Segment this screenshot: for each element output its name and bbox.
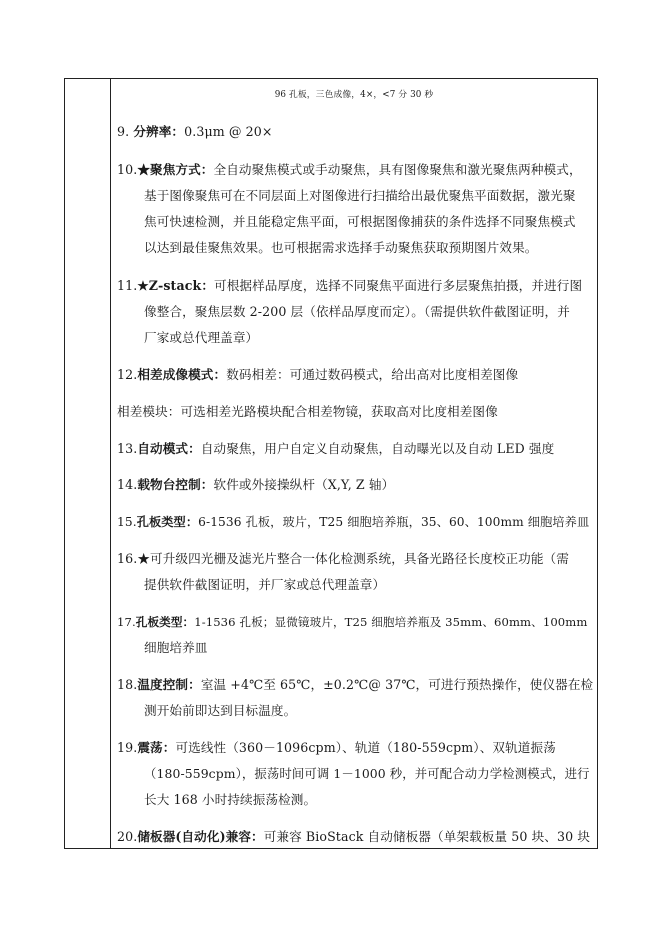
spec-item-19-line: （180-559cpm），振荡时间可调 1－1000 秒，并可配合动力学检测模式，进行 [144, 766, 590, 781]
spec-item-18: 18.温度控制：室温 +4℃至 65℃，±0.2℃@ 37℃，可进行预热操作，使仪器在检 [117, 677, 594, 692]
spec-item-16-line: 提供软件截图证明，并厂家或总代理盖章） [144, 577, 386, 592]
spec-item-20: 20.储板器(自动化)兼容：可兼容 BioStack 自动储板器（单架载板量 50 块、30 块 [117, 829, 591, 844]
spec-item-19: 19.震荡：可选线性（360－1096cpm）、轨道（180-559cpm）、双轨道振荡 [117, 740, 556, 755]
spec-label: 震荡： [137, 740, 176, 755]
spec-item-9: 9. 分辨率：0.3μm @ 20× [117, 124, 273, 139]
spec-item-13: 13.自动模式：自动聚焦，用户自定义自动聚焦，自动曝光以及自动 LED 强度 [117, 441, 555, 456]
spec-label: ★聚焦方式： [137, 162, 214, 177]
table-content-column [111, 79, 597, 849]
table-bottom-border [64, 848, 598, 849]
spec-item-10-line: 基于图像聚焦可在不同层面上对图像进行扫描给出最优聚焦平面数据，激光聚 [144, 188, 576, 203]
spec-item-14: 14.载物台控制：软件或外接操纵杆（X,Y, Z 轴） [117, 477, 395, 492]
spec-item-17: 17.孔板类型：1-1536 孔板；显微镜玻片，T25 细胞培养瓶及 35mm、60mm、100mm [117, 615, 588, 629]
spec-item-12-extra: 相差模块：可选相差光路模块配合相差物镜，获取高对比度相差图像 [117, 404, 498, 419]
spec-label: 温度控制： [137, 677, 201, 692]
table-left-column [65, 79, 111, 849]
spec-item-16: 16.★可升级四光栅及滤光片整合一体化检测系统，具备光路径长度校正功能（需 [117, 551, 569, 566]
spec-table [64, 78, 598, 849]
spec-item-11-line: 像整合，聚焦层数 2-200 层（依样品厚度而定）。（需提供软件截图证明，并 [144, 304, 570, 319]
spec-item-11-line: 厂家或总代理盖章） [144, 330, 259, 345]
spec-item-10: 10.★聚焦方式：全自动聚焦模式或手动聚焦，具有图像聚焦和激光聚焦两种模式， [117, 162, 582, 177]
continued-line: 96 孔板，三色成像，4×，<7 分 30 秒 [274, 90, 434, 100]
spec-label: 载物台控制： [137, 477, 214, 492]
spec-item-10-line: 焦可快速检测，并且能稳定焦平面，可根据图像捕获的条件选择不同聚焦模式 [144, 214, 576, 229]
spec-label: 自动模式： [137, 441, 201, 456]
spec-item-11: 11.★Z-stack：可根据样品厚度，选择不同聚焦平面进行多层聚焦拍摄，并进行图 [117, 278, 583, 293]
spec-item-12: 12.相差成像模式：数码相差：可通过数码模式，给出高对比度相差图像 [117, 367, 519, 382]
spec-item-17-line: 细胞培养皿 [144, 640, 208, 655]
spec-label: ★Z-stack： [137, 278, 215, 293]
spec-item-10-line: 以达到最佳聚焦效果。也可根据需求选择手动聚焦获取预期图片效果。 [144, 240, 538, 255]
spec-label: 相差成像模式： [137, 367, 227, 382]
spec-label: 分辨率： [133, 124, 185, 139]
spec-label: 孔板类型： [136, 515, 199, 529]
spec-label: 储板器(自动化)兼容： [137, 829, 264, 844]
spec-item-18-line: 测开始前即达到目标温度。 [144, 703, 297, 718]
spec-item-15: 15.孔板类型：6-1536 孔板，玻片，T25 细胞培养瓶，35、60、100mm 细胞培养皿 [117, 515, 590, 529]
spec-label: 孔板类型： [135, 615, 195, 629]
spec-item-19-line: 长大 168 小时持续振荡检测。 [144, 792, 317, 807]
